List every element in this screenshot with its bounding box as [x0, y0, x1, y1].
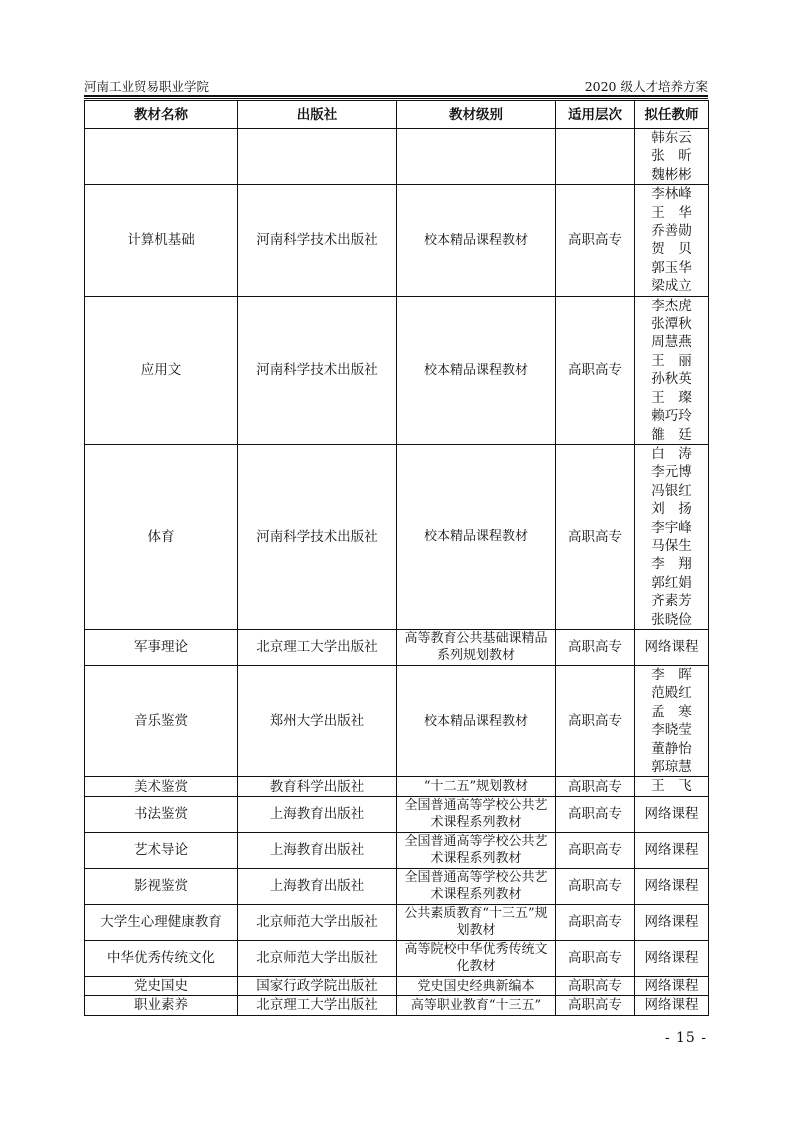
- teacher-name: 网络课程: [644, 997, 699, 1014]
- teachers-cell: [635, 832, 709, 868]
- teacher-name: 韩东云: [651, 130, 692, 146]
- publisher-cell: 郑州大学出版社: [238, 665, 397, 776]
- teacher-name: 网络课程: [644, 914, 699, 931]
- textbook-name-cell: 大学生心理健康教育: [85, 904, 238, 940]
- textbook-name-cell: 音乐鉴赏: [85, 665, 238, 776]
- publisher-cell: 上海教育出版社: [238, 868, 397, 904]
- publisher-cell: 国家行政学院出版社: [238, 976, 397, 995]
- table-row: [85, 796, 709, 832]
- col-header-textbook: 教材名称: [85, 101, 238, 129]
- page-number: - 15 -: [664, 1030, 707, 1046]
- level-cell: 校本精品课程教材: [397, 444, 556, 629]
- table-row: [85, 832, 709, 868]
- teacher-name: 郭琼慧: [651, 759, 692, 775]
- textbook-name-cell: 计算机基础: [85, 185, 238, 296]
- teacher-name: 刘 扬: [651, 501, 692, 518]
- textbook-name-cell: 影视鉴赏: [85, 868, 238, 904]
- teacher-name: 网络课程: [644, 950, 699, 967]
- textbook-table: [84, 100, 709, 1016]
- level-cell: 公共素质教育“十三五”规划教材: [397, 904, 556, 940]
- table-header-row: [85, 101, 709, 129]
- scope-cell: 高职高专: [556, 296, 635, 444]
- teachers-cell: [635, 185, 709, 296]
- scope-cell: 高职高专: [556, 444, 635, 629]
- publisher-cell: 河南科学技术出版社: [238, 444, 397, 629]
- teacher-name: 李 翔: [651, 556, 692, 573]
- textbook-name-cell: 中华优秀传统文化: [85, 940, 238, 976]
- level-cell: 全国普通高等学校公共艺术课程系列教材: [397, 868, 556, 904]
- textbook-name-cell: 艺术导论: [85, 832, 238, 868]
- teachers-cell: [635, 868, 709, 904]
- publisher-cell: 北京理工大学出版社: [238, 996, 397, 1015]
- col-header-level: 教材级别: [397, 101, 556, 129]
- teachers-cell: [635, 665, 709, 776]
- table-row: [85, 996, 709, 1015]
- teachers-cell: [635, 629, 709, 665]
- scope-cell: 高职高专: [556, 996, 635, 1015]
- scope-cell: 高职高专: [556, 940, 635, 976]
- teacher-name: 王 华: [651, 204, 692, 221]
- teacher-name: 白 涛: [651, 445, 692, 462]
- teacher-name: 网络课程: [644, 878, 699, 895]
- textbook-name-cell: 应用文: [85, 296, 238, 444]
- teacher-name: 张 昕: [651, 148, 692, 165]
- teachers-cell: [635, 904, 709, 940]
- table-row: [85, 976, 709, 995]
- level-cell: 党史国史经典新编本: [397, 976, 556, 995]
- publisher-cell: 河南科学技术出版社: [238, 296, 397, 444]
- teacher-name: 孟 寒: [651, 703, 692, 720]
- level-cell: 高等院校中华优秀传统文化教材: [397, 940, 556, 976]
- publisher-cell: [238, 129, 397, 185]
- table-row: [85, 185, 709, 296]
- teachers-cell: [635, 940, 709, 976]
- header-rule-thick: [84, 95, 708, 97]
- teacher-name: 冯银红: [651, 482, 692, 499]
- teacher-name: 张晓俭: [651, 611, 692, 628]
- teacher-name: 王 丽: [651, 352, 692, 369]
- table-row: [85, 777, 709, 796]
- publisher-cell: 上海教育出版社: [238, 832, 397, 868]
- teacher-name: 李杰虎: [651, 297, 692, 314]
- page-header: [84, 75, 708, 95]
- teacher-name: 董静怡: [651, 740, 692, 757]
- scope-cell: 高职高专: [556, 904, 635, 940]
- scope-cell: 高职高专: [556, 832, 635, 868]
- scope-cell: [556, 129, 635, 185]
- scope-cell: 高职高专: [556, 665, 635, 776]
- publisher-cell: 北京师范大学出版社: [238, 904, 397, 940]
- scope-cell: 高职高专: [556, 629, 635, 665]
- header-institution: 河南工业贸易职业学院: [84, 79, 210, 94]
- col-header-teachers: 拟任教师: [635, 101, 709, 129]
- level-cell: 校本精品课程教材: [397, 665, 556, 776]
- teacher-name: 网络课程: [644, 639, 699, 656]
- teacher-name: 李晓莹: [651, 722, 692, 739]
- publisher-cell: 北京理工大学出版社: [238, 629, 397, 665]
- table-row: [85, 629, 709, 665]
- col-header-scope: 适用层次: [556, 101, 635, 129]
- scope-cell: 高职高专: [556, 777, 635, 796]
- teacher-name: 雒 廷: [651, 426, 692, 443]
- publisher-cell: 北京师范大学出版社: [238, 940, 397, 976]
- teacher-name: 周慧燕: [651, 334, 692, 351]
- textbook-name-cell: 党史国史: [85, 976, 238, 995]
- teacher-name: 郭红娟: [651, 574, 692, 591]
- table-row: [85, 129, 709, 185]
- table-row: [85, 868, 709, 904]
- teacher-name: 马保生: [651, 537, 692, 554]
- teacher-name: 李宇峰: [651, 519, 692, 536]
- teacher-name: 王 飞: [651, 778, 692, 795]
- level-cell: “十二五”规划教材: [397, 777, 556, 796]
- teachers-cell: [635, 444, 709, 629]
- textbook-name-cell: [85, 129, 238, 185]
- teacher-name: 魏彬彬: [651, 166, 692, 183]
- teacher-name: 李元博: [651, 464, 692, 481]
- teacher-name: 王 璨: [651, 389, 692, 406]
- teacher-name: 李林峰: [651, 186, 692, 203]
- textbook-name-cell: 军事理论: [85, 629, 238, 665]
- publisher-cell: 教育科学出版社: [238, 777, 397, 796]
- teacher-name: 齐素芳: [651, 593, 692, 610]
- teacher-name: 郭玉华: [651, 259, 692, 276]
- scope-cell: 高职高专: [556, 868, 635, 904]
- textbook-name-cell: 职业素养: [85, 996, 238, 1015]
- table-row: [85, 296, 709, 444]
- textbook-name-cell: 美术鉴赏: [85, 777, 238, 796]
- level-cell: 高等教育公共基础课精品系列规划教材: [397, 629, 556, 665]
- teacher-name: 李 晖: [651, 666, 692, 683]
- teacher-name: 网络课程: [644, 842, 699, 859]
- table-row: [85, 444, 709, 629]
- level-cell: 全国普通高等学校公共艺术课程系列教材: [397, 796, 556, 832]
- publisher-cell: 上海教育出版社: [238, 796, 397, 832]
- scope-cell: 高职高专: [556, 976, 635, 995]
- header-doc-title: 2020 级人才培养方案: [584, 79, 708, 94]
- level-cell: 高等职业教育“十三五”: [397, 996, 556, 1015]
- publisher-cell: 河南科学技术出版社: [238, 185, 397, 296]
- scope-cell: 高职高专: [556, 796, 635, 832]
- table-row: [85, 940, 709, 976]
- textbook-name-cell: 体育: [85, 444, 238, 629]
- teacher-name: 乔善勋: [651, 223, 692, 240]
- teacher-name: 赖巧玲: [651, 408, 692, 425]
- header-rule-thin: [84, 98, 708, 99]
- teachers-cell: [635, 296, 709, 444]
- teacher-name: 网络课程: [644, 806, 699, 823]
- teachers-cell: [635, 996, 709, 1015]
- level-cell: 校本精品课程教材: [397, 185, 556, 296]
- level-cell: 全国普通高等学校公共艺术课程系列教材: [397, 832, 556, 868]
- teacher-name: 范殿红: [651, 685, 692, 702]
- teacher-name: 贺 贝: [651, 241, 692, 258]
- col-header-publisher: 出版社: [238, 101, 397, 129]
- teacher-name: 网络课程: [644, 977, 699, 994]
- level-cell: 校本精品课程教材: [397, 296, 556, 444]
- scope-cell: 高职高专: [556, 185, 635, 296]
- teachers-cell: [635, 777, 709, 796]
- teacher-name: 梁成立: [651, 278, 692, 295]
- textbook-name-cell: 书法鉴赏: [85, 796, 238, 832]
- teachers-cell: [635, 129, 709, 185]
- teachers-cell: [635, 976, 709, 995]
- table-row: [85, 665, 709, 776]
- teachers-cell: [635, 796, 709, 832]
- teacher-name: 张潭秋: [651, 316, 692, 333]
- level-cell: [397, 129, 556, 185]
- teacher-name: 孙秋英: [651, 371, 692, 388]
- table-row: [85, 904, 709, 940]
